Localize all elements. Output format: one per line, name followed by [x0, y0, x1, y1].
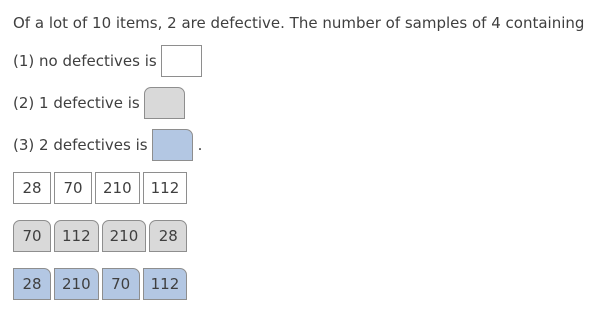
blank-row-one-defective — [13, 87, 185, 119]
blank-label: (1) no defectives is — [13, 52, 157, 70]
answer-tile[interactable]: 112 — [143, 172, 188, 204]
tile-group-blue — [13, 268, 187, 300]
answer-tile[interactable]: 210 — [102, 220, 147, 252]
answer-tile[interactable]: 70 — [54, 172, 92, 204]
blank-row-no-defectives — [13, 45, 202, 77]
answer-tile[interactable]: 28 — [13, 268, 51, 300]
tile-group-gray — [13, 220, 187, 252]
blank-label: (2) 1 defective is — [13, 94, 140, 112]
answer-drop-zone-two-defectives[interactable] — [152, 129, 193, 161]
answer-tile[interactable]: 70 — [102, 268, 140, 300]
answer-tile[interactable]: 210 — [95, 172, 140, 204]
answer-tile[interactable]: 112 — [54, 220, 99, 252]
answer-drop-zone-no-defectives[interactable] — [161, 45, 202, 77]
tile-group-white — [13, 172, 187, 204]
blank-row-two-defectives — [13, 129, 202, 161]
blank-label: (3) 2 defectives is — [13, 136, 148, 154]
answer-tile[interactable]: 28 — [13, 172, 51, 204]
answer-tile[interactable]: 28 — [149, 220, 187, 252]
end-punctuation: . — [197, 136, 203, 154]
answer-drop-zone-one-defective[interactable] — [144, 87, 185, 119]
answer-tile[interactable]: 210 — [54, 268, 99, 300]
answer-tile[interactable]: 70 — [13, 220, 51, 252]
question-text: Of a lot of 10 items, 2 are defective. The number of samples of 4 containing — [13, 14, 585, 32]
answer-tile[interactable]: 112 — [143, 268, 188, 300]
